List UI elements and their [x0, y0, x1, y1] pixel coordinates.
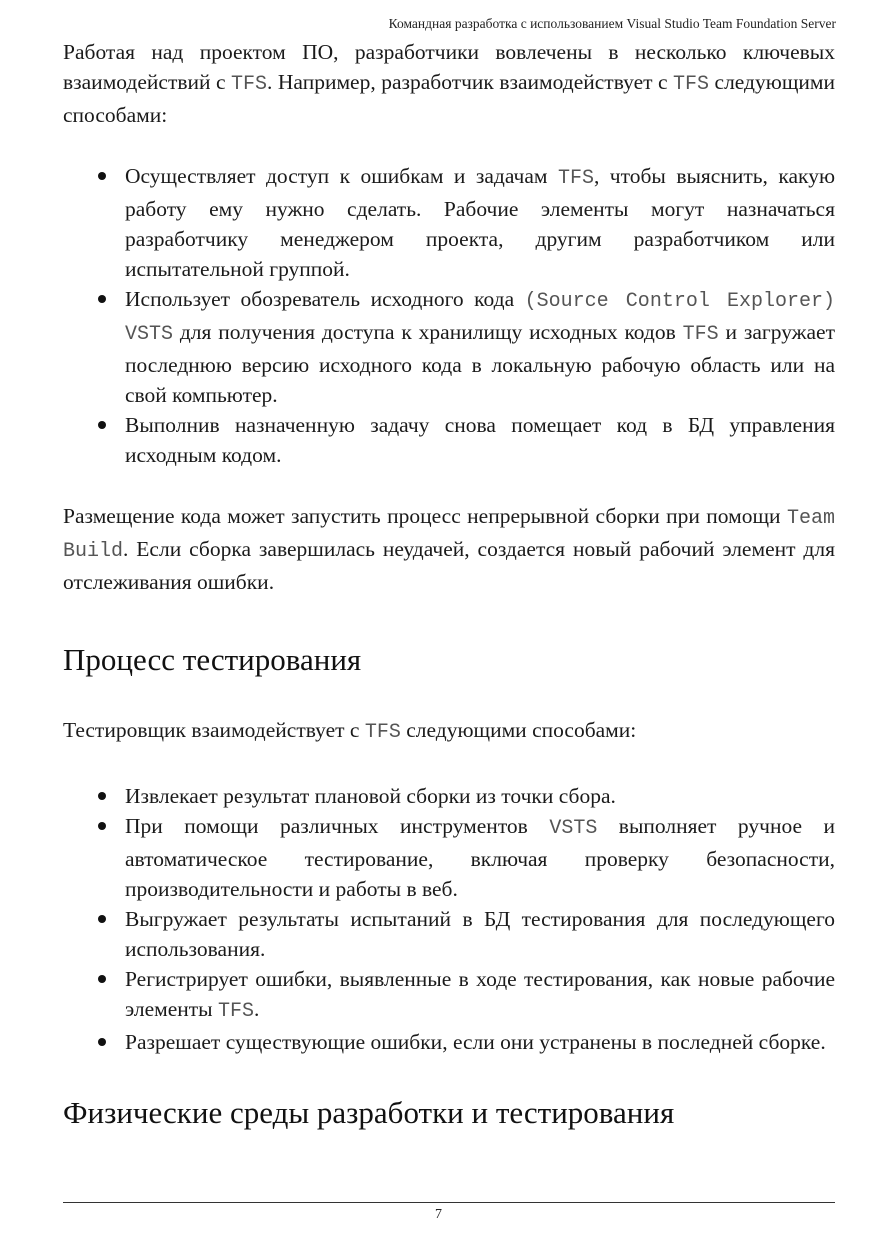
list-item	[63, 1027, 835, 1057]
list-item	[63, 410, 835, 470]
text-run: выполняет ручное и автоматическое тестирование, включая проверку безопасности, производительности и работы в веб.	[125, 814, 835, 901]
text-run: Осуществляет доступ к ошибкам и задачам	[125, 164, 558, 188]
code-term: (Source Control Explorer) VSTS	[125, 290, 835, 346]
text-run: . Если сборка завершилась неудачей, создается новый рабочий элемент для отслеживания ошибки.	[63, 537, 835, 594]
list-item	[63, 904, 835, 964]
text-run: Разрешает существующие ошибки, если они устранены в последней сборке.	[125, 1030, 826, 1054]
text-run: Извлекает результат плановой сборки из точки сбора.	[125, 784, 616, 808]
testing-intro-paragraph	[63, 715, 835, 748]
text-run: Выгружает результаты испытаний в БД тестирования для последующего использования.	[125, 907, 835, 961]
text-run: и загружает последнюю версию исходного кода в локальную рабочую область или на свой компьютер.	[125, 320, 835, 407]
section-heading-testing: Процесс тестирования	[63, 642, 362, 677]
code-term: TFS	[364, 721, 401, 744]
text-run: . Например, разработчик взаимодействует с	[267, 70, 674, 94]
text-run: .	[254, 997, 260, 1021]
code-term: TFS	[231, 73, 268, 96]
code-term: Team Build	[63, 507, 835, 563]
code-term: TFS	[557, 167, 594, 190]
text-run: для получения доступа к хранилищу исходных кодов	[173, 320, 683, 344]
code-term: TFS	[217, 1000, 254, 1023]
list-item	[63, 781, 835, 811]
list-item	[63, 284, 835, 410]
footer-divider	[63, 1202, 835, 1203]
build-paragraph	[63, 501, 835, 597]
text-run: Регистрирует ошибки, выявленные в ходе тестирования, как новые рабочие элементы	[125, 967, 835, 1021]
code-term: TFS	[682, 323, 719, 346]
text-run: , чтобы выяснить, какую работу ему нужно сделать. Рабочие элементы могут назначаться разработчику менеджером проекта, другим разработчиком или испытательной группой.	[125, 164, 836, 281]
code-term: TFS	[673, 73, 710, 96]
list-item	[63, 811, 835, 904]
list-item	[63, 964, 835, 1027]
text-run: Тестировщик взаимодействует с	[63, 718, 365, 742]
text-run: следующими способами:	[63, 70, 835, 127]
intro-paragraph	[63, 37, 835, 130]
tester-list	[63, 781, 835, 1057]
list-item	[63, 161, 835, 284]
text-run: следующими способами:	[400, 718, 637, 742]
text-run: При помощи различных инструментов	[125, 814, 550, 838]
text-run: Работая над проектом ПО, разработчики вовлечены в несколько ключевых взаимодействий с	[63, 40, 835, 94]
text-run: Использует обозреватель исходного кода	[125, 287, 525, 311]
page-number: 7	[435, 1207, 442, 1222]
text-run: Выполнив назначенную задачу снова помещает код в БД управления исходным кодом.	[125, 413, 835, 467]
developer-list	[63, 161, 835, 470]
code-term: VSTS	[549, 817, 598, 840]
page-content	[63, 37, 835, 1131]
section-heading-environments: Физические среды разработки и тестирования	[63, 1095, 675, 1130]
running-header: Командная разработка с использованием Visual Studio Team Foundation Server	[388, 16, 836, 31]
text-run: Размещение кода может запустить процесс непрерывной сборки при помощи	[63, 504, 787, 528]
